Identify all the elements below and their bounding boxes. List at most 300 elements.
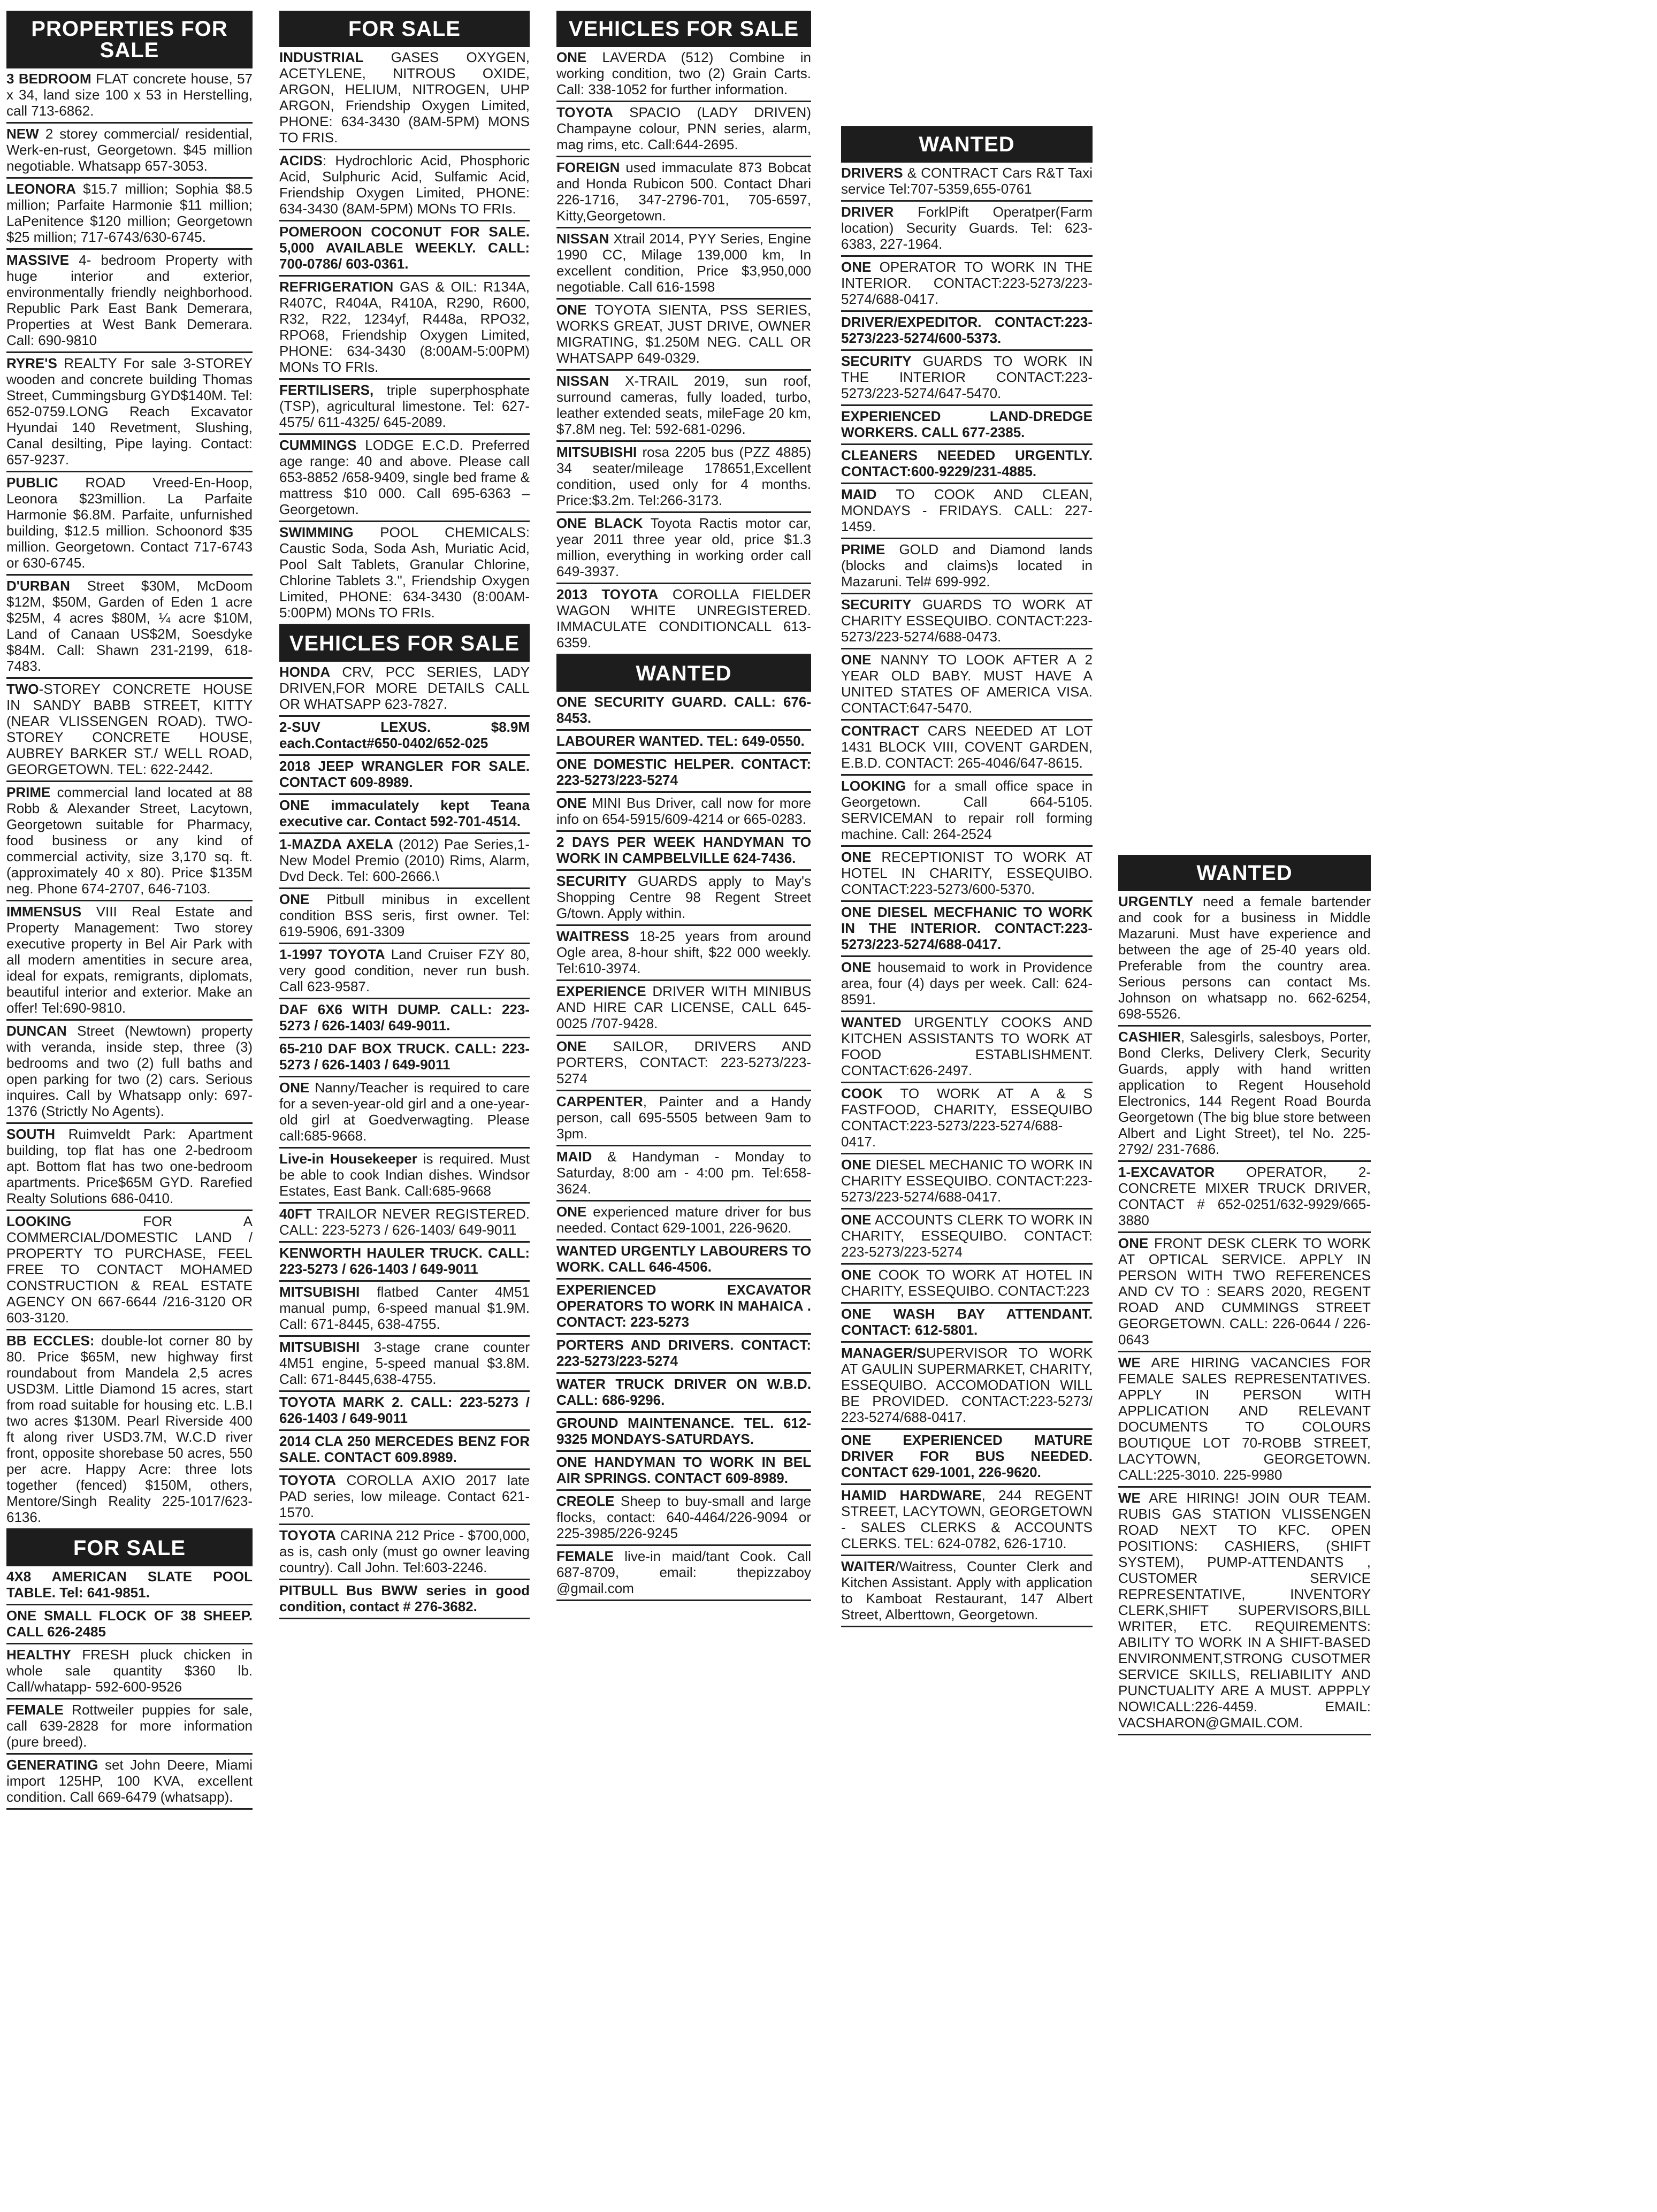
classified-ad <box>556 1280 811 1335</box>
ad-text: TOYOTA SIENTA, PSS SERIES, WORKS GREAT, JUST DRIVE, OWNER MIGRATING, $1.250M NEG. CALL OR WHATSAPP 649-0329. <box>556 302 811 366</box>
ad-keyword: HONDA <box>279 664 331 680</box>
ad-keyword: ONE <box>556 1204 587 1220</box>
classified-ad <box>841 202 1093 257</box>
classified-ad <box>556 442 811 513</box>
classified-ad <box>841 847 1093 902</box>
ad-keyword: ONE <box>841 259 872 275</box>
classified-ad <box>841 649 1093 721</box>
ad-keyword: ONE <box>556 1038 587 1054</box>
ad-text: 2 storey commercial/ residential, Werk-en-rust, Georgetown. $45 million negotiable. Whatsapp 657-3053. <box>6 126 253 174</box>
ad-keyword: MASSIVE <box>6 252 70 268</box>
ad-text: Street (Newtown) property with veranda, inside step, three (3) bedrooms and two (2) full baths and open parking for two (2) cars. Serious inquires. Call by Whatsapp only: 697-1376 (Strictly No Agents). <box>6 1023 253 1119</box>
classified-ad <box>841 1430 1093 1485</box>
ad-text: housemaid to work in Providence area, four (4) days per week. Call: 624-8591. <box>841 959 1093 1007</box>
ad-text: CARINA 212 Price - $700,000, as is, cash only (must go owner leaving country). Call John. Tel:603-2246. <box>279 1527 530 1575</box>
ad-keyword: 65-210 DAF BOX TRUCK. CALL: 223-5273 / 626-1403 / 649-9011 <box>279 1040 530 1073</box>
ad-keyword: GENERATING <box>6 1757 98 1773</box>
classified-ad <box>279 1470 530 1525</box>
classified-ad <box>6 1021 253 1124</box>
ad-text: LAVERDA (512) Combine in working condition, two (2) Grain Carts. Call: 338-1052 for further information. <box>556 49 811 97</box>
ad-text: LODGE E.C.D. Preferred age range: 40 and above. Please call 653-8852 /658-9409, single bed frame & mattress $10 000. Call 695-6363 – Georgetown. <box>279 437 530 517</box>
ad-text: Rottweiler puppies for sale, call 639-2828 for more information (pure breed). <box>6 1702 253 1750</box>
ad-text: POOL CHEMICALS: Caustic Soda, Soda Ash, Muriatic Acid, Pool Salt Tablets, Granular Chlorine, Chlorine Tablets 3.", Friendship Oxygen Limited, PHONE: 634-3430 (8:00AM-5:00PM) MONs TO FRIs. <box>279 524 530 621</box>
ad-text: UPERVISOR TO WORK AT GAULIN SUPERMARKET, CHARITY, ESSEQUIBO. ACCOMODATION WILL BE PROVIDED. CONTACT:223-5273/ 223-5274/688-0417. <box>841 1345 1093 1425</box>
ad-keyword: WE <box>1118 1354 1141 1371</box>
column-2 <box>279 11 530 1619</box>
classified-ad <box>556 1413 811 1452</box>
ad-text: 18-25 years from around Ogle area, 8-hour shift, $22 000 weekly. Tel:610-3974. <box>556 928 811 976</box>
classified-ad <box>279 277 530 380</box>
classified-ad <box>6 576 253 679</box>
classified-ad <box>556 228 811 300</box>
column-5 <box>1118 855 1371 1735</box>
classified-ad <box>279 1282 530 1337</box>
classified-ad <box>279 1525 530 1580</box>
column-3 <box>556 11 811 1601</box>
ad-keyword: LOOKING <box>6 1213 72 1229</box>
ad-keyword: DRIVERS <box>841 165 903 181</box>
ad-keyword: 2-SUV LEXUS. $8.9M each.Contact#650-0402/652-025 <box>279 719 530 751</box>
ad-text: ACCOUNTS CLERK TO WORK IN CHARITY, ESSEQUIBO. CONTACT: 223-5273/223-5274 <box>841 1212 1093 1260</box>
ad-keyword: SECURITY <box>556 873 627 889</box>
ad-text: (2012) Pae Series,1- New Model Premio (2010) Rims, Alarm, Dvd Deck. Tel: 600-2666.\ <box>279 836 530 884</box>
ad-text: GOLD and Diamond lands (blocks and claims)s located in Mazaruni. Tel# 699-992. <box>841 541 1093 590</box>
ad-keyword: SECURITY <box>841 596 912 613</box>
classified-ad <box>6 782 253 901</box>
ad-keyword: FERTILISERS, <box>279 382 374 398</box>
classified-ad <box>6 68 253 124</box>
ad-text: REALTY For sale 3-STOREY wooden and concrete building Thomas Street, Cummingsburg GYD$140M. Tel: 652-0759.LONG Reach Excavator Hyundai 140 Revetment, Slushing, Canal desilting, Pipe laying. Contact: 657-9237. <box>6 355 253 468</box>
ad-text: , Painter and a Handy person, call 695-5505 between 9am to 3pm. <box>556 1093 811 1142</box>
ad-keyword: 1-MAZDA AXELA <box>279 836 394 852</box>
ad-keyword: 1-1997 TOYOTA <box>279 946 385 962</box>
ad-text: DIESEL MECHANIC TO WORK IN CHARITY ESSEQUIBO. CONTACT:223-5273/223-5274/688-0417. <box>841 1157 1093 1205</box>
classified-ad <box>6 1700 253 1755</box>
section-header: FOR SALE <box>279 11 530 47</box>
ad-keyword: GROUND MAINTENANCE. TEL. 612-9325 MONDAYS-SATURDAYS. <box>556 1415 811 1447</box>
ad-keyword: INDUSTRIAL <box>279 49 364 65</box>
ad-keyword: LABOURER WANTED. TEL: 649-0550. <box>556 733 805 749</box>
classified-ad <box>556 584 811 655</box>
classified-ad <box>556 1374 811 1413</box>
ad-text: X-TRAIL 2019, sun roof, surround cameras, fully loaded, turbo, leather extended seats, mileFage 20 km, $7.8M neg. Tel: 592-681-0296. <box>556 373 811 437</box>
ad-keyword: WATER TRUCK DRIVER ON W.B.D. CALL: 686-9296. <box>556 1376 811 1408</box>
ad-text: Sheep to buy-small and large flocks, contact: 640-4464/226-9094 or 225-3985/226-9245 <box>556 1493 811 1541</box>
classified-ad <box>841 1556 1093 1627</box>
classified-ad <box>6 1211 253 1330</box>
ad-text: COOK TO WORK AT HOTEL IN CHARITY, ESSEQUIBO. CONTACT:223 <box>841 1267 1093 1299</box>
classified-ad <box>556 1335 811 1374</box>
ad-text: OPERATOR, 2- CONCRETE MIXER TRUCK DRIVER, CONTACT # 652-0251/632-9929/665-3880 <box>1118 1164 1371 1228</box>
ad-text: experienced mature driver for bus needed. Contact 629-1001, 226-9620. <box>556 1204 811 1236</box>
ad-keyword: ONE SMALL FLOCK OF 38 SHEEP. CALL 626-2485 <box>6 1608 253 1640</box>
section-header: WANTED <box>841 126 1093 163</box>
ad-text: 4- bedroom Property with huge interior and exterior, environmentally friendly neighborhood. Republic Park East Bank Demerara, Properties at West Bank Demerara. Call: 690-9810 <box>6 252 253 348</box>
ad-text: ForklPift Operatper(Farm location) Security Guards. Tel: 623-6383, 227-1964. <box>841 204 1093 252</box>
ad-text: /Waitress, Counter Clerk and Kitchen Assistant. Apply with application to Kamboat Restaurant, 147 Albert Street, Alberttown, Georgetown. <box>841 1558 1093 1622</box>
ad-text: SAILOR, DRIVERS AND PORTERS, CONTACT: 223-5273/223-5274 <box>556 1038 811 1086</box>
ad-text: TO WORK AT A & S FASTFOOD, CHARITY, ESSEQUIBO CONTACT:223-5273/223-5274/688-0417. <box>841 1085 1093 1150</box>
classified-ad <box>6 1566 253 1605</box>
ad-keyword: HEALTHY <box>6 1647 71 1663</box>
classified-ad <box>1118 1233 1371 1352</box>
ad-keyword: NEW <box>6 126 39 142</box>
ad-text: , 244 REGENT STREET, LACYTOWN, GEORGETOWN - SALES CLERKS & ACCOUNTS CLERKS. TEL: 624-0782, 626-1710. <box>841 1487 1093 1551</box>
ad-keyword: ONE <box>841 849 872 865</box>
classified-ad <box>841 312 1093 351</box>
ad-text: commercial land located at 88 Robb & Alexander Street, Lacytown, Georgetown suitable for Pharmacy, food business or any kind of commercial activity, size 3,170 sq. ft. (approximately 40 x 80). Price $135M neg. Phone 674-2707, 646-7103. <box>6 784 253 897</box>
classified-ad <box>841 1154 1093 1210</box>
classified-ad <box>841 902 1093 957</box>
ad-keyword: KENWORTH HAULER TRUCK. CALL: 223-5273 / 626-1403 / 649-9011 <box>279 1245 530 1277</box>
ad-keyword: 40FT <box>279 1206 312 1222</box>
ad-keyword: MAID <box>841 486 877 502</box>
classified-ad <box>556 926 811 981</box>
ad-keyword: ONE immaculately kept Teana executive car. Contact 592-701-4514. <box>279 797 530 829</box>
classified-ad <box>556 157 811 228</box>
classified-ad <box>279 1392 530 1431</box>
ad-keyword: COOK <box>841 1085 883 1101</box>
ad-keyword: Live-in Housekeeper <box>279 1151 417 1167</box>
ad-text: CRV, PCC SERIES, LADY DRIVEN,FOR MORE DETAILS CALL OR WHATSAPP 623-7827. <box>279 664 530 712</box>
ad-keyword: ONE <box>556 795 587 811</box>
classified-ad <box>279 435 530 522</box>
ad-text: : Hydrochloric Acid, Phosphoric Acid, Sulphuric Acid, Sulfamic Acid, Friendship Oxygen Limited, PHONE: 634-3430 (8AM-5PM) MONs TO FRIs. <box>279 152 530 217</box>
classified-ad <box>841 957 1093 1012</box>
ad-text: used immaculate 873 Bobcat and Honda Rubicon 500. Contact Dhari 226-1716, 347-2796-701, 705-6597, Kitty,Georgetown. <box>556 159 811 224</box>
classified-ad <box>279 834 530 889</box>
ad-keyword: 4X8 AMERICAN SLATE POOL TABLE. Tel: 641-9851. <box>6 1568 253 1601</box>
ad-text: GUARDS apply to May's Shopping Centre 98 Regent Street G/town. Apply within. <box>556 873 811 921</box>
ad-keyword: ONE <box>841 1157 872 1173</box>
ad-keyword: TOYOTA <box>279 1472 336 1488</box>
ad-keyword: CLEANERS NEEDED URGENTLY. CONTACT:600-9229/231-4885. <box>841 447 1093 479</box>
classified-ad <box>841 484 1093 539</box>
classified-ad <box>556 47 811 102</box>
classified-ad <box>279 1431 530 1470</box>
classified-ad <box>841 1343 1093 1430</box>
classified-ad <box>556 832 811 871</box>
classified-ad <box>556 871 811 926</box>
classified-ad <box>556 1146 811 1201</box>
classified-ad <box>841 721 1093 776</box>
column-4 <box>841 126 1093 1627</box>
ad-keyword: LOOKING <box>841 778 906 794</box>
ad-text: RECEPTIONIST TO WORK AT HOTEL IN CHARITY, ESSEQUIBO. CONTACT:223-5273/600-5370. <box>841 849 1093 897</box>
ad-text: CARS NEEDED AT LOT 1431 BLOCK VIII, COVENT GARDEN, E.B.D. CONTACT: 265-4046/647-8615. <box>841 723 1093 771</box>
ad-text: MINI Bus Driver, call now for more info on 654-5915/609-4214 or 665-0283. <box>556 795 811 827</box>
classified-ad <box>6 124 253 179</box>
classified-ad <box>6 1644 253 1700</box>
classified-ad <box>279 1077 530 1149</box>
ad-text: Street $30M, McDoom $12M, $50M, Garden of Eden 1 acre $25M, 4 acres $80M, ¼ acre $10M, Land of Canaan US$2M, Soesdyke $84M. Call: Shawn 231-2199, 618-7483. <box>6 578 253 674</box>
classified-ad <box>556 1452 811 1491</box>
ad-keyword: BB ECCLES: <box>6 1333 95 1349</box>
ad-keyword: MANAGER/S <box>841 1345 926 1361</box>
ad-keyword: POMEROON COCONUT FOR SALE. 5,000 AVAILABLE WEEKLY. CALL: 700-0786/ 603-0361. <box>279 224 530 272</box>
ad-text: DRIVER WITH MINIBUS AND HIRE CAR LICENSE, CALL 645-0025 /707-9428. <box>556 983 811 1031</box>
ad-keyword: LEONORA <box>6 181 76 197</box>
ad-keyword: PORTERS AND DRIVERS. CONTACT: 223-5273/223-5274 <box>556 1337 811 1369</box>
ad-keyword: EXPERIENCED LAND-DREDGE WORKERS. CALL 677-2385. <box>841 408 1093 440</box>
classified-ad <box>279 1038 530 1077</box>
ad-keyword: MITSUBISHI <box>556 444 637 460</box>
classified-ad <box>279 889 530 944</box>
classified-ad <box>841 163 1093 202</box>
classified-ad <box>6 1755 253 1810</box>
ad-text: Ruimveldt Park: Apartment building, top flat has one 2-bedroom apt. Bottom flat has two one-bedroom apartments. Price$65M GYD. Rarefied Realty Solutions 686-0410. <box>6 1126 253 1206</box>
classified-ad <box>556 513 811 584</box>
classified-ad <box>279 1337 530 1392</box>
ad-keyword: ONE <box>1118 1235 1149 1251</box>
classified-ad <box>556 793 811 832</box>
classified-ad <box>841 1485 1093 1556</box>
ad-text: -STOREY CONCRETE HOUSE IN SANDY BABB STREET, KITTY (NEAR VLISSENGEN ROAD). TWO-STOREY CONCRETE HOUSE, AUBREY BARKER ST./ WELL ROAD, GEORGETOWN. TEL: 622-2442. <box>6 681 253 777</box>
classified-ad <box>279 380 530 435</box>
ad-keyword: FEMALE <box>6 1702 64 1718</box>
ad-keyword: NISSAN <box>556 373 609 389</box>
ad-text: triple superphosphate (TSP), agricultural limestone. Tel: 627-4575/ 611-4325/ 645-2089. <box>279 382 530 430</box>
ad-keyword: CARPENTER <box>556 1093 643 1109</box>
ad-keyword: ONE <box>841 652 872 668</box>
classified-ad <box>1118 1488 1371 1735</box>
ad-keyword: ONE <box>841 959 872 975</box>
ad-keyword: DRIVER <box>841 204 894 220</box>
classified-ad <box>841 1210 1093 1265</box>
ad-keyword: TOYOTA <box>556 104 613 120</box>
classified-ad <box>556 754 811 793</box>
ad-text: FOR A COMMERCIAL/DOMESTIC LAND / PROPERTY TO PURCHASE, FEEL FREE TO CONTACT MOHAMED CONSTRUCTION & REAL ESTATE AGENCY ON 667-6644 /216-3120 OR 603-3120. <box>6 1213 253 1326</box>
section-header: VEHICLES FOR SALE <box>279 625 530 662</box>
classified-ad <box>556 300 811 371</box>
classified-ad <box>6 1605 253 1644</box>
ad-keyword: URGENTLY <box>1118 893 1194 909</box>
classified-ad <box>841 1083 1093 1154</box>
ad-text: & Handyman - Monday to Saturday, 8:00 am - 4:00 pm. Tel:658-3624. <box>556 1149 811 1197</box>
ad-keyword: 2013 TOYOTA <box>556 586 659 602</box>
ad-keyword: CUMMINGS <box>279 437 357 453</box>
classified-ad <box>1118 1162 1371 1233</box>
classified-ad <box>841 406 1093 445</box>
section-header: FOR SALE <box>6 1530 253 1566</box>
ad-keyword: TOYOTA <box>279 1527 336 1543</box>
ad-text: GUARDS TO WORK AT CHARITY ESSEQUIBO. CONTACT:223-5273/223-5274/688-0473. <box>841 596 1093 645</box>
classified-ad <box>556 102 811 157</box>
classified-ad <box>841 776 1093 847</box>
ad-keyword: 2018 JEEP WRANGLER FOR SALE. CONTACT 609-8989. <box>279 758 530 790</box>
ad-text: COROLLA AXIO 2017 late PAD series, low mileage. Contact 621-1570. <box>279 1472 530 1520</box>
ad-keyword: D'URBAN <box>6 578 70 594</box>
classified-ad <box>556 1036 811 1091</box>
ad-keyword: WAITRESS <box>556 928 629 944</box>
ad-text: flatbed Canter 4M51 manual pump, 6-speed manual $1.9M. Call: 671-8445, 638-4755. <box>279 1284 530 1332</box>
ad-keyword: PUBLIC <box>6 474 58 491</box>
ad-text: ARE HIRING VACANCIES FOR FEMALE SALES REPRESENTATIVES. APPLY IN PERSON WITH APPLICATION AND RELEVANT DOCUMENTS TO COLOURS BOUTIQUE LOT 70-ROBB STREET, LACYTOWN, GEORGETOWN. CALL:225-3010. 225-9980 <box>1118 1354 1371 1483</box>
classified-ad <box>6 1330 253 1530</box>
classified-ad <box>556 1546 811 1601</box>
classified-ad <box>841 257 1093 312</box>
ad-text: 3-stage crane counter 4M51 engine, 5-speed manual $3.8M. Call: 671-8445,638-4755. <box>279 1339 530 1387</box>
ad-keyword: ONE <box>841 1267 872 1283</box>
classified-ad <box>841 539 1093 594</box>
ad-text: Nanny/Teacher is required to care for a seven-year-old girl and a one-year-old girl at Goedverwagting. Please call:685-9668. <box>279 1080 530 1144</box>
ad-keyword: ONE <box>279 1080 310 1096</box>
ad-keyword: TOYOTA MARK 2. CALL: 223-5273 / 626-1403 / 649-9011 <box>279 1394 530 1426</box>
classified-ad <box>279 47 530 150</box>
ad-text: $15.7 million; Sophia $8.5 million; Parfaite Harmonie $11 million; LaPenitence $120 million; Georgetown $25 million; 717-6743/630-6745. <box>6 181 253 245</box>
ad-keyword: DAF 6X6 WITH DUMP. CALL: 223-5273 / 626-1403/ 649-9011. <box>279 1001 530 1034</box>
ad-keyword: ACIDS <box>279 152 323 169</box>
ad-keyword: SOUTH <box>6 1126 55 1142</box>
ad-keyword: MAID <box>556 1149 592 1165</box>
ad-text: URGENTLY COOKS AND KITCHEN ASSISTANTS TO WORK AT FOOD ESTABLISHMENT. CONTACT:626-2497. <box>841 1014 1093 1078</box>
ad-text: ROAD Vreed-En-Hoop, Leonora $23million. La Parfaite Harmonie $6.8M. Parfaite, unfurnished building, $12.5 million. Schoonord $35 million. Georgetown. Contact 717-6743 or 630-6745. <box>6 474 253 571</box>
ad-keyword: RYRE'S <box>6 355 57 371</box>
ad-keyword: CONTRACT <box>841 723 919 739</box>
ad-keyword: ONE <box>841 1212 872 1228</box>
ad-keyword: EXPERIENCED EXCAVATOR OPERATORS TO WORK IN MAHAICA . CONTACT: 223-5273 <box>556 1282 811 1330</box>
ad-keyword: 2 DAYS PER WEEK HANDYMAN TO WORK IN CAMPBELVILLE 624-7436. <box>556 834 811 866</box>
ad-text: is required. Must be able to cook Indian dishes. Windsor Estates, East Bank. Call:685-9668 <box>279 1151 530 1199</box>
ad-keyword: EXPERIENCE <box>556 983 646 999</box>
ad-keyword: TWO <box>6 681 39 697</box>
classified-ad <box>841 351 1093 406</box>
ad-keyword: CASHIER <box>1118 1029 1181 1045</box>
ad-keyword: 2014 CLA 250 MERCEDES BENZ FOR SALE. CONTACT 609.8989. <box>279 1433 530 1465</box>
classified-ad <box>841 1265 1093 1304</box>
ad-keyword: FOREIGN <box>556 159 620 175</box>
ad-text: TO COOK AND CLEAN, MONDAYS - FRIDAYS. CALL: 227-1459. <box>841 486 1093 534</box>
classified-ad <box>841 445 1093 484</box>
ad-keyword: PRIME <box>6 784 51 800</box>
ad-keyword: ONE <box>556 302 587 318</box>
classified-ad <box>6 353 253 472</box>
ad-keyword: WE <box>1118 1490 1141 1506</box>
ad-text: FRONT DESK CLERK TO WORK AT OPTICAL SERVICE. APPLY IN PERSON WITH TWO REFERENCES AND CV TO : SEARS 2020, REGENT ROAD AND CUMMINGS STREET GEORGETOWN. CALL: 226-0644 / 226-0643 <box>1118 1235 1371 1348</box>
ad-keyword: ONE HANDYMAN TO WORK IN BEL AIR SPRINGS. CONTACT 609-8989. <box>556 1454 811 1486</box>
ad-keyword: PRIME <box>841 541 885 557</box>
section-header: VEHICLES FOR SALE <box>556 11 811 47</box>
classified-ad <box>279 999 530 1038</box>
ad-keyword: SWIMMING <box>279 524 354 540</box>
classified-ad <box>1118 1027 1371 1162</box>
ad-keyword: ONE WASH BAY ATTENDANT. CONTACT: 612-5801. <box>841 1306 1093 1338</box>
ad-text: for a small office space in Georgetown. Call 664-5105. SERVICEMAN to repair roll forming machine. Call: 264-2524 <box>841 778 1093 842</box>
classified-ad <box>556 1201 811 1241</box>
classified-ad <box>6 679 253 782</box>
ad-keyword: ONE <box>279 891 310 907</box>
classified-ad <box>279 756 530 795</box>
classified-ad <box>1118 891 1371 1027</box>
ad-text: Pitbull minibus in excellent condition BSS seris, first owner. Tel: 619-5906, 691-3309 <box>279 891 530 939</box>
ad-text: , Salesgirls, salesboys, Porter, Bond Clerks, Delivery Clerk, Security Guards, apply with hand written application to Regent Household Electronics, 144 Regent Road Bourda Georgetown (The big blue store between Albert and Light Street), tel No. 225-2792/ 231-7686. <box>1118 1029 1371 1157</box>
section-header: PROPERTIES FOR SALE <box>6 11 253 68</box>
classified-ad <box>279 1204 530 1243</box>
section-header: WANTED <box>1118 855 1371 891</box>
ad-keyword: DRIVER/EXPEDITOR. CONTACT:223-5273/223-5274/600-5373. <box>841 314 1093 346</box>
ad-text: set John Deere, Miami import 125HP, 100 KVA, excellent condition. Call 669-6479 (whatsapp). <box>6 1757 253 1805</box>
ad-keyword: NISSAN <box>556 231 609 247</box>
classified-ad <box>556 371 811 442</box>
ad-text: ARE HIRING! JOIN OUR TEAM. RUBIS GAS STATION VLISSENGEN ROAD NEXT TO KFC. OPEN POSITIONS: CASHIERS, (SHIFT SYSTEM), PUMP-ATTENDANTS , CUSTOMER SERVICE REPRESENTATIVE, INVENTORY CLERK,SHIFT SUPERVISORS,BILL WRITER, ETC. REQUIREMENTS: ABILITY TO WORK IN A SHIFT-BASED ENVIRONMENT,STRONG CUSOTMER SERVICE SKILLS, RELIABILITY AND PUNCTUALITY ARE A MUST. APPPLY NOW!CALL:226-4459. EMAIL: VACSHARON@GMAIL.COM. <box>1118 1490 1371 1731</box>
classified-ad <box>841 594 1093 649</box>
ad-text: double-lot corner 80 by 80. Price $65M, new highway first roundabout from Mandela 2,5 acres USD3M. Little Diamond 15 acres, start from road suitable for housing etc. L.B.I two acres $130M. Pearl Riverside 400 ft along river USD3.7M, W.C.D river front, opposite shorebase 50 acres, 550 per acre. Happy Acre: three lots together (fenced) $150M, others, Mentore/Singh Reality 225-1017/623-6136. <box>6 1333 253 1525</box>
ad-keyword: MITSUBISHI <box>279 1339 360 1355</box>
ad-keyword: 1-EXCAVATOR <box>1118 1164 1215 1180</box>
ad-text: NANNY TO LOOK AFTER A 2 YEAR OLD BABY. MUST HAVE A UNITED STATES OF AMERICA VISA. CONTACT:647-5470. <box>841 652 1093 716</box>
classified-ad <box>1118 1352 1371 1488</box>
ad-keyword: ONE BLACK <box>556 515 643 531</box>
ad-keyword: WAITER <box>841 1558 896 1574</box>
ad-keyword: ONE EXPERIENCED MATURE DRIVER FOR BUS NEEDED. CONTACT 629-1001, 226-9620. <box>841 1432 1093 1480</box>
classified-ad <box>556 1241 811 1280</box>
classified-ad <box>279 717 530 756</box>
classified-ad <box>6 1124 253 1211</box>
ad-text: GAS & OIL: R134A, R407C, R404A, R410A, R290, R600, R32, R22, 1234yf, R448a, RPO32, RPO68, Friendship Oxygen Limited, PHONE: 634-3430 (8:00AM-5:00PM) MONs TO FRIs. <box>279 279 530 375</box>
ad-text: Toyota Ractis motor car, year 2011 three year old, price $1.3 million, everything in working order call 649-3937. <box>556 515 811 579</box>
ad-text: rosa 2205 bus (PZZ 4885) 34 seater/mileage 178651,Excellent condition, used only for 4 months. Price:$3.2m. Tel:266-3173. <box>556 444 811 508</box>
section-header: WANTED <box>556 655 811 692</box>
ad-text: FLAT concrete house, 57 x 34, land size 100 x 53 in Herstelling, call 713-6862. <box>6 71 253 119</box>
ad-keyword: DUNCAN <box>6 1023 67 1039</box>
ad-keyword: FEMALE <box>556 1548 614 1564</box>
classified-ad <box>279 522 530 625</box>
classified-ad <box>279 944 530 999</box>
ad-keyword: CREOLE <box>556 1493 615 1509</box>
classified-ad <box>279 150 530 221</box>
ad-text: GASES OXYGEN, ACETYLENE, NITROUS OXIDE, ARGON, HELIUM, NITROGEN, UHP ARGON, Friendship Oxygen Limited, PHONE: 634-3430 (8AM-5PM) MONS TO FRIS. <box>279 49 530 146</box>
ad-keyword: SECURITY <box>841 353 912 369</box>
ad-keyword: ONE DIESEL MECFHANIC TO WORK IN THE INTERIOR. CONTACT:223-5273/223-5274/688-0417. <box>841 904 1093 952</box>
classified-ad <box>6 250 253 353</box>
classified-ad <box>556 1491 811 1546</box>
ad-text: Xtrail 2014, PYY Series, Engine 1990 CC, Milage 139,000 km, In excellent condition, Price $3,950,000 negotiable. Call 616-1598 <box>556 231 811 295</box>
ad-keyword: HAMID HARDWARE <box>841 1487 982 1503</box>
classified-ad <box>556 731 811 754</box>
ad-keyword: MITSUBISHI <box>279 1284 360 1300</box>
ad-text: VIII Real Estate and Property Management: Two storey executive property in Bel Air Park with all modern amentities in secure area, ideal for expats, remigrants, diplomats, beautiful interior and exterior. Make an offer! Tel:690-9810. <box>6 904 253 1016</box>
classified-ad <box>556 981 811 1036</box>
classified-ad <box>279 1149 530 1204</box>
ad-keyword: ONE <box>556 49 587 65</box>
ad-text: SPACIO (LADY DRIVEN) Champayne colour, PNN series, alarm, mag rims, etc. Call:644-2695. <box>556 104 811 152</box>
ad-text: TRAILOR NEVER REGISTERED. CALL: 223-5273 / 626-1403/ 649-9011 <box>279 1206 530 1238</box>
ad-keyword: WANTED URGENTLY LABOURERS TO WORK. CALL 646-4506. <box>556 1243 811 1275</box>
ad-keyword: IMMENSUS <box>6 904 82 920</box>
ad-keyword: REFRIGERATION <box>279 279 394 295</box>
classified-ad <box>279 1243 530 1282</box>
ad-text: Land Cruiser FZY 80, very good condition, never run bush. Call 623-9587. <box>279 946 530 994</box>
ad-text: COROLLA FIELDER WAGON WHITE UNREGISTERED. IMMACULATE CONDITIONCALL 613-6359. <box>556 586 812 650</box>
ad-keyword: ONE SECURITY GUARD. CALL: 676-8453. <box>556 694 811 726</box>
ad-text: & CONTRACT Cars R&T Taxi service Tel:707-5359,655-0761 <box>841 165 1093 197</box>
classified-ad <box>556 692 811 731</box>
ad-text: GUARDS TO WORK IN THE INTERIOR CONTACT:223-5273/223-5274/647-5470. <box>841 353 1093 401</box>
ad-text: FRESH pluck chicken in whole sale quantity $360 lb. Call/whatapp- 592-600-9526 <box>6 1647 253 1695</box>
ad-keyword: PITBULL Bus BWW series in good condition, contact # 276-3682. <box>279 1582 530 1614</box>
classified-ad <box>6 901 253 1021</box>
ad-keyword: WANTED <box>841 1014 902 1030</box>
column-1 <box>6 11 253 1810</box>
ad-text: need a female bartender and cook for a business in Middle Mazaruni. Must have experience and between the age of 25-40 years old. Preferable from the country area. Serious persons can contact Ms. Johnson on whatsapp no. 662-6254, 698-5526. <box>1118 893 1371 1022</box>
classified-ad <box>6 472 253 576</box>
classified-ad <box>6 179 253 250</box>
classified-ad <box>279 795 530 834</box>
classified-ad <box>279 221 530 277</box>
ad-text: OPERATOR TO WORK IN THE INTERIOR. CONTACT:223-5273/223-5274/688-0417. <box>841 259 1093 307</box>
classified-ad <box>841 1012 1093 1083</box>
ad-keyword: ONE DOMESTIC HELPER. CONTACT: 223-5273/223-5274 <box>556 756 811 788</box>
